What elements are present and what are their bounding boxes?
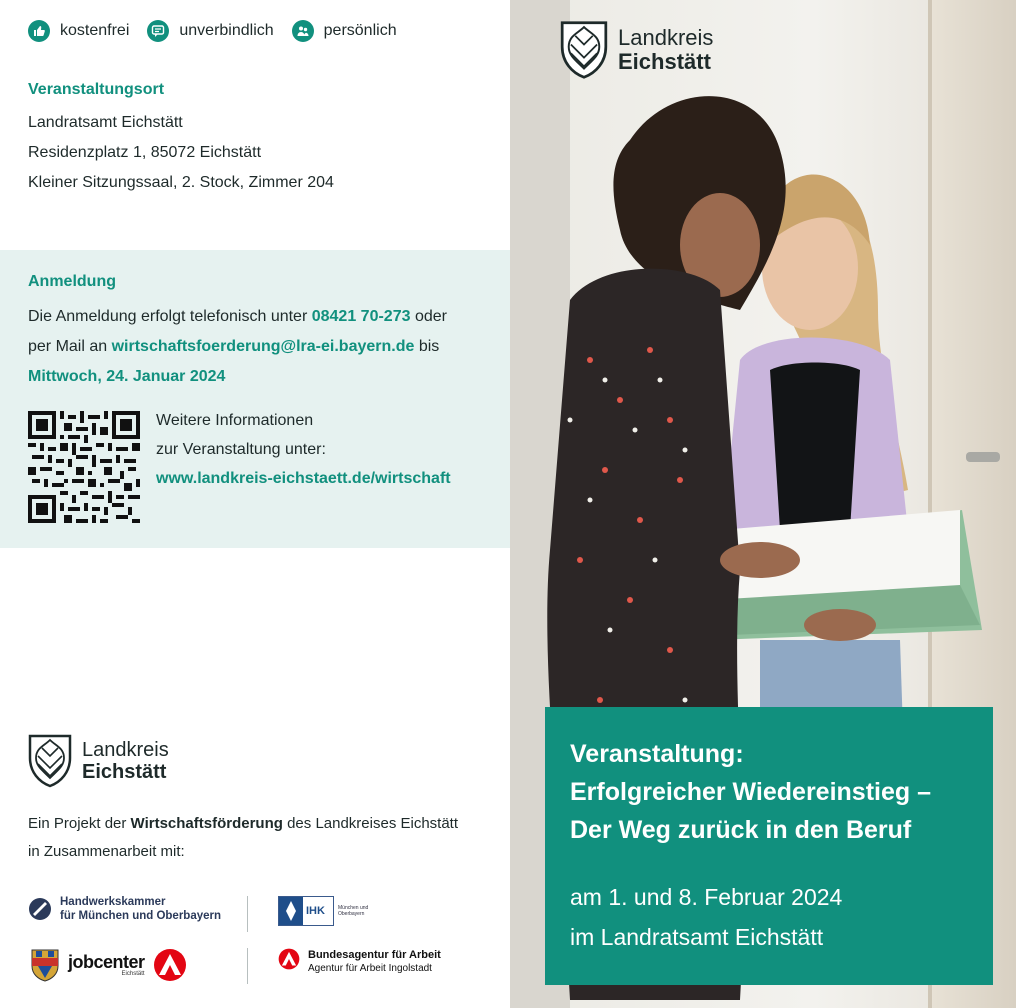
coat-of-arms-icon: [28, 734, 72, 788]
event-location-line: im Landratsamt Eichstätt: [570, 924, 824, 950]
email-link[interactable]: wirtschaftsfoerderung@lra-ei.bayern.de: [111, 338, 415, 355]
jobcenter-label: jobcenter: [68, 952, 145, 972]
chat-icon: [147, 20, 169, 42]
website-link[interactable]: www.landkreis-eichstaett.de/wirtschaft: [156, 470, 451, 487]
jobcenter-logo: [30, 948, 187, 982]
logo-line1: Landkreis: [618, 25, 714, 50]
event-title: [570, 735, 980, 849]
ihk-label: IHK: [306, 905, 325, 917]
logo-line1: Landkreis: [82, 739, 169, 761]
feature-free: [28, 20, 129, 42]
coat-of-arms-icon: [560, 20, 608, 80]
ba-line2: Agentur für Arbeit Ingolstadt: [308, 963, 432, 974]
jobcenter-sub: Eichstätt: [121, 971, 145, 977]
qr-info-line: zur Veranstaltung unter:: [156, 441, 326, 458]
hwk-line2: für München und Oberbayern: [60, 910, 222, 922]
people-icon: [292, 20, 314, 42]
venue-heading: Veranstaltungsort: [28, 81, 165, 98]
ihk-emblem-icon: [279, 897, 303, 925]
registration-text-part: Die Anmeldung erfolgt telefonisch unter: [28, 308, 312, 325]
event-date: [570, 877, 980, 957]
feature-noncommittal: [147, 20, 273, 42]
feature-label: unverbindlich: [179, 22, 274, 39]
project-text: [28, 810, 498, 866]
registration-text-part: oder: [410, 308, 447, 325]
bundesagentur-logo: [278, 948, 441, 976]
registration-text: [28, 302, 498, 392]
phone-link[interactable]: 08421 70-273: [311, 308, 411, 325]
qr-info: [156, 406, 451, 493]
event-box: [545, 707, 993, 985]
registration-heading: Anmeldung: [28, 273, 116, 290]
registration-section: [0, 250, 510, 548]
project-text-part: des Landkreises Eichstätt: [282, 815, 459, 832]
event-title-line: Erfolgreicher Wiedereinstieg –: [570, 778, 931, 806]
ihk-logo: [278, 896, 368, 926]
divider: [247, 896, 248, 932]
qr-code[interactable]: [28, 411, 140, 523]
ihk-sub: Oberbayern: [338, 911, 365, 917]
feature-label: persönlich: [323, 22, 397, 39]
venue-line: Residenzplatz 1, 85072 Eichstätt: [28, 144, 262, 161]
ihk-box: [278, 896, 334, 926]
arbeitsagentur-a-icon: [278, 948, 300, 970]
logo-line2: Eichstätt: [618, 49, 711, 74]
ba-line1: Bundesagentur für Arbeit: [308, 949, 441, 961]
venue-line: Landratsamt Eichstätt: [28, 114, 183, 131]
landkreis-logo-bottom: [28, 734, 169, 788]
project-text-part: Ein Projekt der: [28, 815, 131, 832]
project-text-bold: Wirtschaftsförderung: [130, 815, 283, 832]
deadline: Mittwoch, 24. Januar 2024: [28, 368, 226, 385]
logo-line2: Eichstätt: [82, 761, 167, 783]
landkreis-logo-top: [560, 20, 713, 80]
feature-personal: [292, 20, 397, 42]
features-row: [28, 20, 397, 42]
project-text-part: in Zusammenarbeit mit:: [28, 843, 185, 860]
partner-logos: [28, 890, 498, 1000]
registration-text-part: per Mail an: [28, 338, 112, 355]
eichstaett-crest-icon: [30, 948, 60, 982]
thumbs-up-icon: [28, 20, 50, 42]
qr-info-line: Weitere Informationen: [156, 412, 314, 429]
event-title-line: Der Weg zurück in den Beruf: [570, 816, 912, 844]
event-title-line: Veranstaltung:: [570, 740, 744, 768]
hwk-emblem-icon: [28, 897, 52, 921]
registration-text-part: bis: [414, 338, 440, 355]
divider: [247, 948, 248, 984]
arbeitsagentur-a-icon: [153, 948, 187, 982]
hwk-logo: [28, 895, 221, 923]
venue-section: [28, 78, 498, 198]
event-date-line: am 1. und 8. Februar 2024: [570, 884, 843, 910]
feature-label: kostenfrei: [60, 22, 130, 39]
hwk-line1: Handwerkskammer: [60, 896, 166, 908]
venue-line: Kleiner Sitzungssaal, 2. Stock, Zimmer 204: [28, 174, 334, 191]
ihk-sub: München und: [338, 905, 369, 911]
